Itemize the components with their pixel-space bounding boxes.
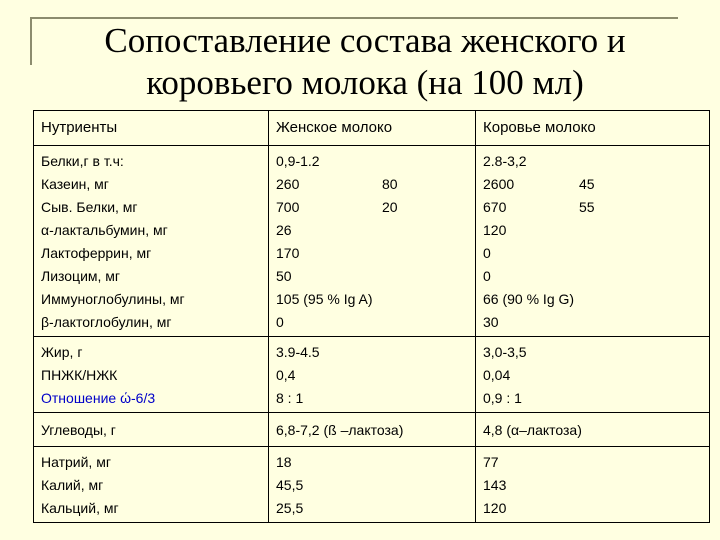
cow-value: 0 [483, 268, 491, 284]
nutrient-label: Углеводы, г [41, 422, 116, 438]
carbs-cow-cell [476, 413, 710, 447]
cow-value: 120 [483, 500, 507, 516]
female-value: 3.9-4.5 [276, 344, 320, 360]
fat-row [34, 337, 710, 413]
header-nutrients: Нутриенты [34, 111, 269, 146]
cow-value: 2.8-3,2 [483, 153, 527, 169]
carbs-name-cell [34, 413, 269, 447]
protein-row [34, 146, 710, 337]
nutrient-label: Иммуноглобулины, мг [41, 291, 185, 307]
nutrient-label: Натрий, мг [41, 454, 111, 470]
minerals-female-cell [269, 447, 476, 523]
protein-cow-cell [476, 146, 710, 337]
female-value: 25,5 [276, 500, 304, 516]
title-line-1: Сопоставление состава женского и [104, 21, 626, 60]
female-value-row [276, 173, 469, 196]
header-female-milk: Женское молоко [269, 111, 476, 146]
fat-names-cell [34, 337, 269, 413]
nutrient-label: Кальций, мг [41, 500, 119, 516]
carbs-row [34, 413, 710, 447]
female-value: 700 [276, 199, 300, 215]
nutrient-label: Калий, мг [41, 477, 104, 493]
female-value: 0 [276, 314, 284, 330]
protein-names-cell [34, 146, 269, 337]
top-decor-line [30, 17, 678, 19]
cow-value: 66 (90 % Ig G) [483, 291, 575, 307]
female-value: 18 [276, 454, 292, 470]
minerals-names-cell [34, 447, 269, 523]
female-value: 170 [276, 245, 300, 261]
cow-value: 0,04 [483, 367, 511, 383]
minerals-cow-cell [476, 447, 710, 523]
cow-value: 3,0-3,5 [483, 344, 527, 360]
cow-value: 670 [483, 199, 507, 215]
cow-value: 120 [483, 222, 507, 238]
cow-value-row [483, 196, 703, 219]
cow-value: 77 [483, 454, 499, 470]
page-title [30, 20, 700, 104]
cow-value-row [483, 173, 703, 196]
nutrient-label: ПНЖК/НЖК [41, 367, 118, 383]
fat-cow-cell [476, 337, 710, 413]
nutrient-label: Жир, г [41, 344, 83, 360]
nutrient-label: β-лактоглобулин, мг [41, 314, 172, 330]
nutrient-label: Лизоцим, мг [41, 268, 121, 284]
female-whey-percent: 20 [382, 199, 398, 215]
female-value: 26 [276, 222, 292, 238]
female-value: 50 [276, 268, 292, 284]
cow-value: 0 [483, 245, 491, 261]
female-value: 260 [276, 176, 300, 192]
nutrient-label: Белки,г в т.ч: [41, 153, 124, 169]
nutrient-label: Казеин, мг [41, 176, 109, 192]
cow-value: 2600 [483, 176, 515, 192]
female-value: 0,9-1.2 [276, 153, 320, 169]
female-casein-percent: 80 [382, 176, 398, 192]
cow-value: 143 [483, 477, 507, 493]
cow-value: 0,9 : 1 [483, 390, 522, 406]
header-cow-milk: Коровье молоко [476, 111, 710, 146]
female-value-row [276, 196, 469, 219]
female-value: 8 : 1 [276, 390, 304, 406]
carbs-female-cell [269, 413, 476, 447]
minerals-row [34, 447, 710, 523]
female-value: 105 (95 % Ig A) [276, 291, 373, 307]
fat-female-cell [269, 337, 476, 413]
protein-female-cell [269, 146, 476, 337]
cow-casein-percent: 45 [579, 176, 595, 192]
female-value: 45,5 [276, 477, 304, 493]
cow-value: 4,8 (α–лактоза) [483, 422, 582, 438]
milk-composition-table [33, 110, 710, 523]
cow-whey-percent: 55 [579, 199, 595, 215]
female-value: 6,8-7,2 (ß –лактоза) [276, 422, 404, 438]
female-value: 0,4 [276, 367, 296, 383]
title-line-2: коровьего молока (на 100 мл) [146, 63, 584, 102]
header-row [34, 111, 710, 146]
nutrient-label: Лактоферрин, мг [41, 245, 152, 261]
nutrient-label: α-лактальбумин, мг [41, 222, 168, 238]
cow-value: 30 [483, 314, 499, 330]
omega-ratio-label: Отношение ώ-6/3 [41, 390, 156, 406]
nutrient-label: Сыв. Белки, мг [41, 199, 138, 215]
